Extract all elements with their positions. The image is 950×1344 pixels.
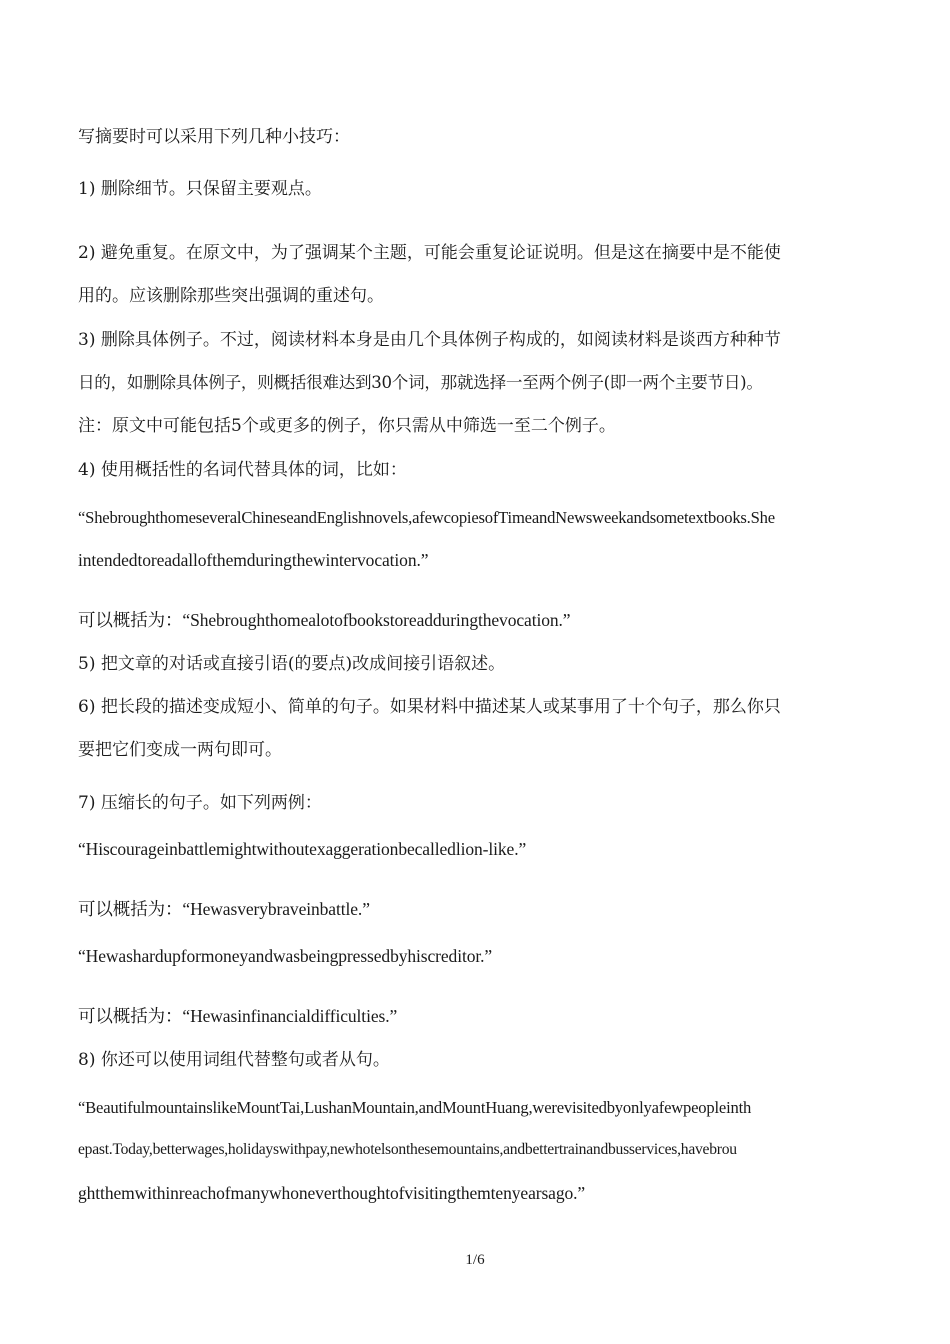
tip-3-line-cont: 日的，如删除具体例子，则概括很难达到30个词，那就选择一至两个例子(即一两个主要节日)。	[78, 373, 763, 392]
summary-1-line: 可以概括为：“Shebroughthomealotofbookstoreadduringthevocation.”	[78, 610, 571, 630]
example-1-line-cont: intendedtoreadallofthemduringthewintervocation.”	[78, 550, 429, 570]
page-number: 1/6	[465, 1252, 485, 1268]
example-3-line: “Hewashardupformoneyandwasbeingpressedbyhiscreditor.”	[78, 946, 493, 966]
intro-line: 写摘要时可以采用下列几种小技巧：	[78, 127, 350, 147]
note-line: 注：原文中可能包括5个或更多的例子，你只需从中筛选一至二个例子。	[78, 416, 616, 436]
tip-3-line: 3) 删除具体例子。不过，阅读材料本身是由几个具体例子构成的，如阅读材料是谈西方种种节	[78, 330, 781, 350]
tip-7-line: 7) 压缩长的句子。如下列两例：	[78, 793, 322, 813]
tip-8-line: 8) 你还可以使用词组代替整句或者从句。	[78, 1050, 390, 1070]
example-4-line: “BeautifulmountainslikeMountTai,LushanMountain,andMountHuang,werevisitedbyonlyafewpeopleinth	[78, 1098, 752, 1117]
example-2-line: “Hiscourageinbattlemightwithoutexaggerationbecalledlion-like.”	[78, 839, 527, 859]
example-1-line: “ShebroughthomeseveralChineseandEnglishnovels,afewcopiesofTimeandNewsweekandsometextbooks.She	[78, 508, 775, 527]
tip-2-line-cont: 用的。应该删除那些突出强调的重述句。	[78, 286, 384, 306]
tip-2-line: 2) 避免重复。在原文中，为了强调某个主题，可能会重复论证说明。但是这在摘要中是不能使	[78, 243, 781, 263]
tip-1-line: 1) 删除细节。只保留主要观点。	[78, 179, 322, 199]
summary-3-line: 可以概括为：“Hewasinfinancialdifficulties.”	[78, 1006, 398, 1026]
example-4-line-cont: epast.Today,betterwages,holidayswithpay,newhotelsonthesemountains,andbettertrainandbusservices,havebrou	[78, 1141, 737, 1158]
tip-6-line: 6) 把长段的描述变成短小、简单的句子。如果材料中描述某人或某事用了十个句子，那么你只	[78, 697, 781, 717]
summary-2-line: 可以概括为：“Hewasverybraveinbattle.”	[78, 899, 370, 919]
tip-4-line: 4) 使用概括性的名词代替具体的词，比如：	[78, 460, 407, 480]
tip-6-line-cont: 要把它们变成一两句即可。	[78, 740, 282, 760]
tip-5-line: 5) 把文章的对话或直接引语(的要点)改成间接引语叙述。	[78, 654, 506, 674]
example-4-line-end: ghtthemwithinreachofmanywhoneverthoughtofvisitingthemtenyearsago.”	[78, 1183, 586, 1203]
